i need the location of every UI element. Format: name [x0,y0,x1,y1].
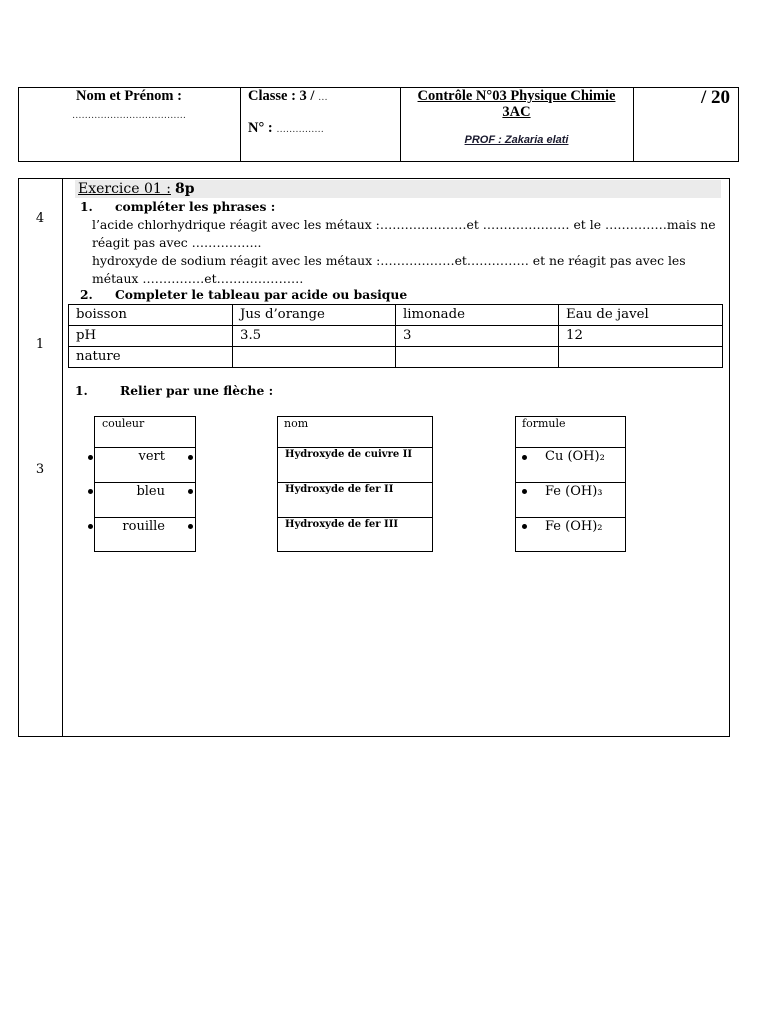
table-cell-blank [559,347,723,368]
name-blank: ……………………………… [72,110,186,121]
q2-number: 2. [80,287,93,302]
nom-item: Hydroxyde de fer III [285,519,399,530]
exercise-label: Exercice 01 : [78,181,171,197]
table-cell: 12 [559,326,723,347]
connector-dot [88,489,93,494]
connector-dot [522,489,527,494]
row-divider [515,517,626,518]
connector-dot [522,455,527,460]
table-row-boisson [69,305,723,326]
classe-label: Classe : 3 / [248,88,315,104]
connector-dot [88,455,93,460]
numero-field [248,120,324,137]
points-q1: 4 [35,211,45,226]
q1-title: compléter les phrases : [115,199,276,214]
table-cell: Jus d’orange [233,305,396,326]
couleur-item: vert [138,449,165,464]
connector-dot [88,524,93,529]
formule-item: Fe (OH)₃ [545,484,603,499]
header-divider [400,87,401,162]
table-row-ph [69,326,723,347]
row-divider [515,482,626,483]
couleur-item: bleu [136,484,165,499]
table-cell-blank [396,347,559,368]
numero-blank: …………… [276,124,324,135]
exercise-points: 8p [174,181,195,197]
classe-field [248,88,328,105]
sentence-line: réagit pas avec …………….. [92,235,262,250]
row-divider [94,517,196,518]
q3-title: Relier par une flèche : [120,383,274,398]
sentence-line: hydroxyde de sodium réagit avec les métaux :………………et…………… et ne réagit pas avec les [92,253,686,268]
points-q2: 1 [35,337,45,352]
points-q3: 3 [35,462,45,477]
q3-number: 1. [75,383,88,398]
prof-name: PROF : Zakaria elati [464,134,569,146]
table-cell: 3.5 [233,326,396,347]
table-cell: pH [69,326,233,347]
sentence-line: métaux ……………et………………… [92,271,304,286]
sentence-line: l’acide chlorhydrique réagit avec les métaux :…………………et ………………… et le ……………mais ne [92,217,716,232]
points-column-divider [62,178,63,737]
connector-dot [522,524,527,529]
nom-header: nom [284,417,309,430]
score-total: / 20 [700,87,730,108]
row-divider [94,482,196,483]
name-label: Nom et Prénom : [76,88,182,104]
q2-title: Completer le tableau par acide ou basique [115,287,408,302]
nom-item: Hydroxyde de cuivre II [285,449,413,460]
couleur-item: rouille [122,519,165,534]
table-cell: Eau de javel [559,305,723,326]
formule-item: Cu (OH)₂ [545,449,605,464]
table-cell: 3 [396,326,559,347]
header-divider [633,87,634,162]
table-row-nature [69,347,723,368]
acid-base-table [68,304,723,368]
connector-dot [188,524,193,529]
couleur-header: couleur [102,417,145,430]
row-divider [94,447,196,448]
nom-item: Hydroxyde de fer II [285,484,394,495]
table-cell: boisson [69,305,233,326]
classe-blank: … [318,92,328,103]
q1-number: 1. [80,199,93,214]
table-cell: nature [69,347,233,368]
exam-title: Contrôle N°03 Physique Chimie 3AC [417,88,616,120]
exercise-heading [78,180,195,198]
table-cell: limonade [396,305,559,326]
header-divider [240,87,241,162]
connector-dot [188,489,193,494]
row-divider [515,447,626,448]
formule-header: formule [522,417,566,430]
formule-item: Fe (OH)₂ [545,519,603,534]
table-cell-blank [233,347,396,368]
numero-label: N° : [248,120,273,136]
connector-dot [188,455,193,460]
